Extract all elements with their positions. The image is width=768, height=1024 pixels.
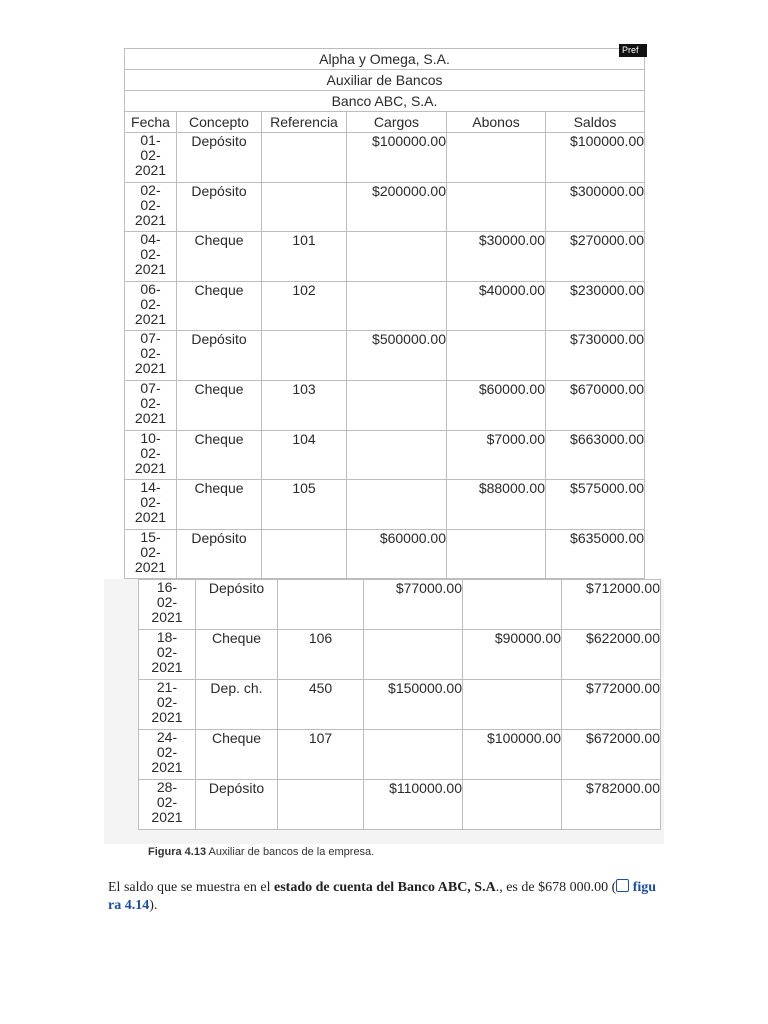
date-part: 14- (140, 479, 161, 496)
balance-cell: $730000.00 (546, 331, 645, 381)
reference-cell (262, 133, 347, 183)
credits-cell: $7000.00 (447, 430, 546, 480)
date-part: 02- (140, 181, 161, 198)
reference-cell: 106 (278, 630, 364, 680)
balance-cell: $300000.00 (546, 182, 645, 232)
charges-cell: $500000.00 (347, 331, 447, 381)
column-header-cargos: Cargos (347, 112, 447, 133)
date-part: 2021 (134, 211, 167, 228)
charges-cell (347, 281, 447, 331)
credits-cell (447, 182, 546, 232)
date-part: 02- (140, 345, 161, 362)
date-part: 02- (140, 494, 161, 511)
balance-cell: $635000.00 (546, 529, 645, 579)
date-part: 02- (156, 794, 178, 810)
concept-cell: Cheque (177, 281, 262, 331)
date-part: 2021 (151, 609, 183, 625)
date-cell (125, 232, 177, 282)
date-cell (139, 630, 196, 680)
date-part: 2021 (134, 409, 167, 426)
date-cell (125, 133, 177, 183)
table-row (139, 580, 661, 630)
date-part: 02- (140, 444, 161, 461)
date-part: 02- (140, 543, 161, 560)
body-paragraph (108, 878, 668, 915)
date-part: 2021 (151, 759, 183, 775)
date-cell (125, 380, 177, 430)
date-part: 06- (140, 280, 161, 297)
figure-link-part[interactable]: figu (632, 880, 657, 895)
date-cell (125, 430, 177, 480)
date-cell (139, 780, 196, 830)
date-cell (125, 281, 177, 331)
balance-cell: $672000.00 (562, 730, 661, 780)
reference-cell: 103 (262, 380, 347, 430)
table-row (125, 430, 645, 480)
concept-cell: Depósito (196, 580, 278, 630)
date-part: 2021 (134, 261, 167, 278)
reference-cell: 105 (262, 480, 347, 530)
balance-cell: $782000.00 (562, 780, 661, 830)
paragraph-text: El saldo que se muestra en el (108, 880, 275, 895)
table-row (139, 630, 661, 680)
date-part: 16- (156, 579, 178, 595)
concept-cell: Cheque (177, 480, 262, 530)
column-header-fecha: Fecha (125, 112, 177, 133)
date-part: 18- (156, 629, 178, 645)
date-cell (139, 580, 196, 630)
table-row (125, 331, 645, 381)
column-header-abonos: Abonos (447, 112, 546, 133)
bank-ledger-table (124, 48, 645, 579)
credits-cell (447, 133, 546, 183)
reference-cell (278, 580, 364, 630)
reference-cell: 101 (262, 232, 347, 282)
balance-cell: $670000.00 (546, 380, 645, 430)
ledger-title: Auxiliar de Bancos (125, 70, 645, 91)
date-part: 21- (156, 679, 178, 695)
charges-cell (347, 380, 447, 430)
date-part: 2021 (151, 659, 183, 675)
table-row (139, 780, 661, 830)
table-row (125, 380, 645, 430)
balance-cell: $663000.00 (546, 430, 645, 480)
reference-cell: 107 (278, 730, 364, 780)
concept-cell: Depósito (177, 182, 262, 232)
credits-cell (463, 780, 562, 830)
bank-ledger-table-continued (138, 579, 661, 830)
charges-cell: $150000.00 (364, 680, 463, 730)
table-row (125, 232, 645, 282)
figure-caption-text: Auxiliar de bancos de la empresa. (206, 846, 375, 858)
credits-cell: $100000.00 (463, 730, 562, 780)
reference-cell: 450 (278, 680, 364, 730)
date-part: 2021 (134, 310, 167, 327)
date-part: 2021 (151, 709, 183, 725)
date-part: 02- (156, 644, 178, 660)
credits-cell (447, 529, 546, 579)
date-part: 02- (156, 744, 178, 760)
concept-cell: Cheque (196, 730, 278, 780)
date-part: 02- (140, 295, 161, 312)
credits-cell: $88000.00 (447, 480, 546, 530)
table-row (125, 182, 645, 232)
credits-cell (463, 580, 562, 630)
charges-cell: $60000.00 (347, 529, 447, 579)
reference-cell: 104 (262, 430, 347, 480)
date-cell (125, 331, 177, 381)
charges-cell: $110000.00 (364, 780, 463, 830)
balance-cell: $622000.00 (562, 630, 661, 680)
date-part: 02- (140, 246, 161, 263)
external-link-icon[interactable] (616, 879, 629, 892)
preferences-button[interactable]: Pref (619, 44, 647, 57)
table-row (125, 133, 645, 183)
date-part: 24- (156, 729, 178, 745)
charges-cell (364, 630, 463, 680)
date-part: 02- (140, 196, 161, 213)
concept-cell: Dep. ch. (196, 680, 278, 730)
concept-cell: Depósito (177, 133, 262, 183)
date-part: 10- (140, 429, 161, 446)
credits-cell: $40000.00 (447, 281, 546, 331)
reference-cell (262, 331, 347, 381)
date-cell (125, 182, 177, 232)
concept-cell: Cheque (177, 232, 262, 282)
date-part: 07- (140, 379, 161, 396)
balance-cell: $100000.00 (546, 133, 645, 183)
table-row (125, 529, 645, 579)
date-part: 2021 (134, 558, 167, 575)
table-row (139, 680, 661, 730)
date-part: 01- (140, 132, 161, 148)
date-part: 02- (140, 394, 161, 411)
concept-cell: Depósito (196, 780, 278, 830)
balance-cell: $575000.00 (546, 480, 645, 530)
concept-cell: Cheque (177, 430, 262, 480)
credits-cell (463, 680, 562, 730)
date-part: 15- (140, 528, 161, 545)
date-part: 2021 (134, 162, 167, 178)
balance-cell: $230000.00 (546, 281, 645, 331)
paragraph-text: ., es de $678 000.00 ( (495, 880, 617, 895)
date-part: 2021 (134, 360, 167, 377)
figure-link-part[interactable]: ra 4.14 (108, 898, 150, 913)
figure-caption (148, 846, 374, 858)
date-part: 02- (156, 594, 178, 610)
charges-cell (347, 232, 447, 282)
date-part: 2021 (134, 459, 167, 476)
credits-cell: $90000.00 (463, 630, 562, 680)
reference-cell (278, 780, 364, 830)
paragraph-text: ). (149, 898, 158, 913)
date-part: 07- (140, 330, 161, 347)
date-part: 2021 (151, 809, 183, 825)
charges-cell (347, 430, 447, 480)
charges-cell: $100000.00 (347, 133, 447, 183)
date-part: 28- (156, 779, 178, 795)
date-cell (139, 680, 196, 730)
balance-cell: $270000.00 (546, 232, 645, 282)
date-part: 02- (140, 147, 161, 163)
date-part: 02- (156, 694, 178, 710)
charges-cell (347, 480, 447, 530)
column-header-concepto: Concepto (177, 112, 262, 133)
date-part: 04- (140, 231, 161, 248)
charges-cell: $77000.00 (364, 580, 463, 630)
date-cell (125, 529, 177, 579)
credits-cell (447, 331, 546, 381)
concept-cell: Depósito (177, 331, 262, 381)
concept-cell: Cheque (177, 380, 262, 430)
table-row (125, 480, 645, 530)
concept-cell: Cheque (196, 630, 278, 680)
balance-cell: $772000.00 (562, 680, 661, 730)
reference-cell (262, 529, 347, 579)
column-header-saldos: Saldos (546, 112, 645, 133)
reference-cell (262, 182, 347, 232)
paragraph-bold: estado de cuenta del Banco ABC, S.A (274, 880, 496, 895)
date-cell (125, 480, 177, 530)
charges-cell: $200000.00 (347, 182, 447, 232)
credits-cell: $60000.00 (447, 380, 546, 430)
column-header-referencia: Referencia (262, 112, 347, 133)
concept-cell: Depósito (177, 529, 262, 579)
credits-cell: $30000.00 (447, 232, 546, 282)
table-row (139, 730, 661, 780)
table-row (125, 281, 645, 331)
charges-cell (364, 730, 463, 780)
bank-name: Banco ABC, S.A. (125, 91, 645, 112)
date-cell (139, 730, 196, 780)
figure-label: Figura 4.13 (148, 846, 207, 858)
company-name: Alpha y Omega, S.A. (125, 49, 645, 70)
balance-cell: $712000.00 (562, 580, 661, 630)
reference-cell: 102 (262, 281, 347, 331)
date-part: 2021 (134, 509, 167, 526)
